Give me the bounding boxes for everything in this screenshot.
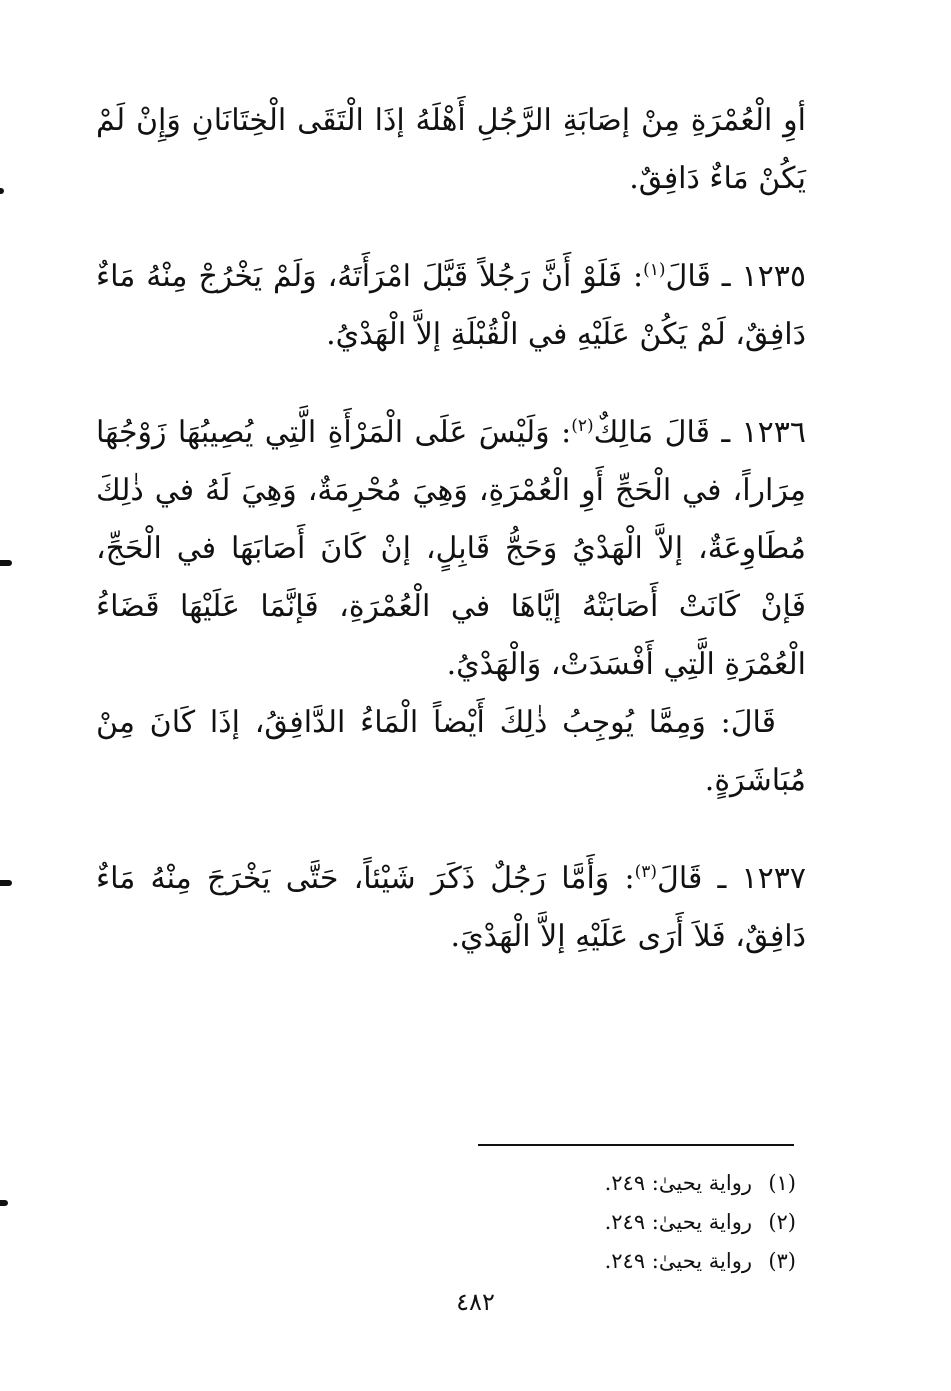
footnote-marker[interactable]: (١) [643,260,666,280]
footnote-marker[interactable]: (٢) [571,416,594,436]
paragraph-1236-continued [96,694,806,810]
footnote-number: (١) [768,1171,796,1195]
paragraph-lead: ـ قَالَ [657,861,727,896]
footnote-text: رواية يحيىٰ: ٢٤٩. [604,1249,752,1273]
paragraph-text: : وَأَمَّا رَجُلٌ ذَكَرَ شَيْئاً، حَتَّى يَخْرَجَ مِنْهُ مَاءٌ دَافِقٌ، فَلاَ أَرَى عَلَيْهِ إلاَّ الْهَدْيَ. [96,861,806,954]
paragraph-1235 [96,248,806,364]
paragraph-1236 [96,404,806,694]
footnote-text: رواية يحيىٰ: ٢٤٩. [604,1171,752,1195]
footnote-text: رواية يحيىٰ: ٢٤٩. [604,1210,752,1234]
paragraph-lead: ـ قَالَ [665,259,731,294]
paragraph-text: : فَلَوْ أَنَّ رَجُلاً قَبَّلَ امْرَأَتَهُ، وَلَمْ يَخْرُجْ مِنْهُ مَاءٌ دَافِقٌ، لَمْ يَكُنْ عَلَيْهِ في الْقُبْلَةِ إلاَّ الْهَدْيُ. [96,259,806,352]
scan-edge-mark [0,188,4,194]
footnote-marker[interactable]: (٣) [634,862,658,882]
paragraph-continuation [96,92,806,208]
footnote-divider [478,1144,794,1146]
footnotes [420,1164,796,1281]
scan-edge-mark [0,1200,8,1206]
paragraph-number: ١٢٣٥ [741,259,806,294]
paragraph-lead: ـ قَالَ مَالِكٌ [593,415,731,450]
page-body [96,92,806,966]
footnote-item [420,1242,796,1281]
page-number: ٤٨٢ [456,1288,495,1316]
footnote-item [420,1203,796,1242]
paragraph-text: : وَلَيْسَ عَلَى الْمَرْأَةِ الَّتِي يُصِيبُهَا زَوْجُهَا مِرَاراً، في الْحَجِّ أَوِ الْعُمْرَةِ، وَهِيَ مُحْرِمَةٌ، وَهِيَ لَهُ في ذٰلِكَ مُطَاوِعَةٌ، إلاَّ الْهَدْيُ وَحَجُّ قَابِلٍ، إنْ كَانَ أَصَابَهَا في الْحَجِّ، فَإنْ كَانَتْ أَصَابَتْهُ إيَّاهَا في الْعُمْرَةِ، فَإنَّمَا عَلَيْهَا قَضَاءُ الْعُمْرَةِ الَّتِي أَفْسَدَتْ، وَالْهَدْيُ. [96,415,806,682]
scan-edge-mark [0,880,12,886]
footnote-number: (٣) [768,1249,796,1273]
paragraph-number: ١٢٣٦ [741,415,806,450]
paragraph-1237 [96,850,806,966]
footnote-item [420,1164,796,1203]
scan-edge-mark [0,560,12,566]
paragraph-text: قَالَ: وَمِمَّا يُوجِبُ ذٰلِكَ أَيْضاً الْمَاءُ الدَّافِقُ، إذَا كَانَ مِنْ مُبَاشَرَةٍ. [96,705,806,798]
footnote-number: (٢) [768,1210,796,1234]
paragraph-number: ١٢٣٧ [741,861,806,896]
paragraph-text: أوِ الْعُمْرَةِ مِنْ إصَابَةِ الرَّجُلِ أَهْلَهُ إذَا الْتَقَى الْخِتَانَانِ وَإِنْ لَمْ يَكُنْ مَاءٌ دَافِقٌ. [96,103,806,196]
